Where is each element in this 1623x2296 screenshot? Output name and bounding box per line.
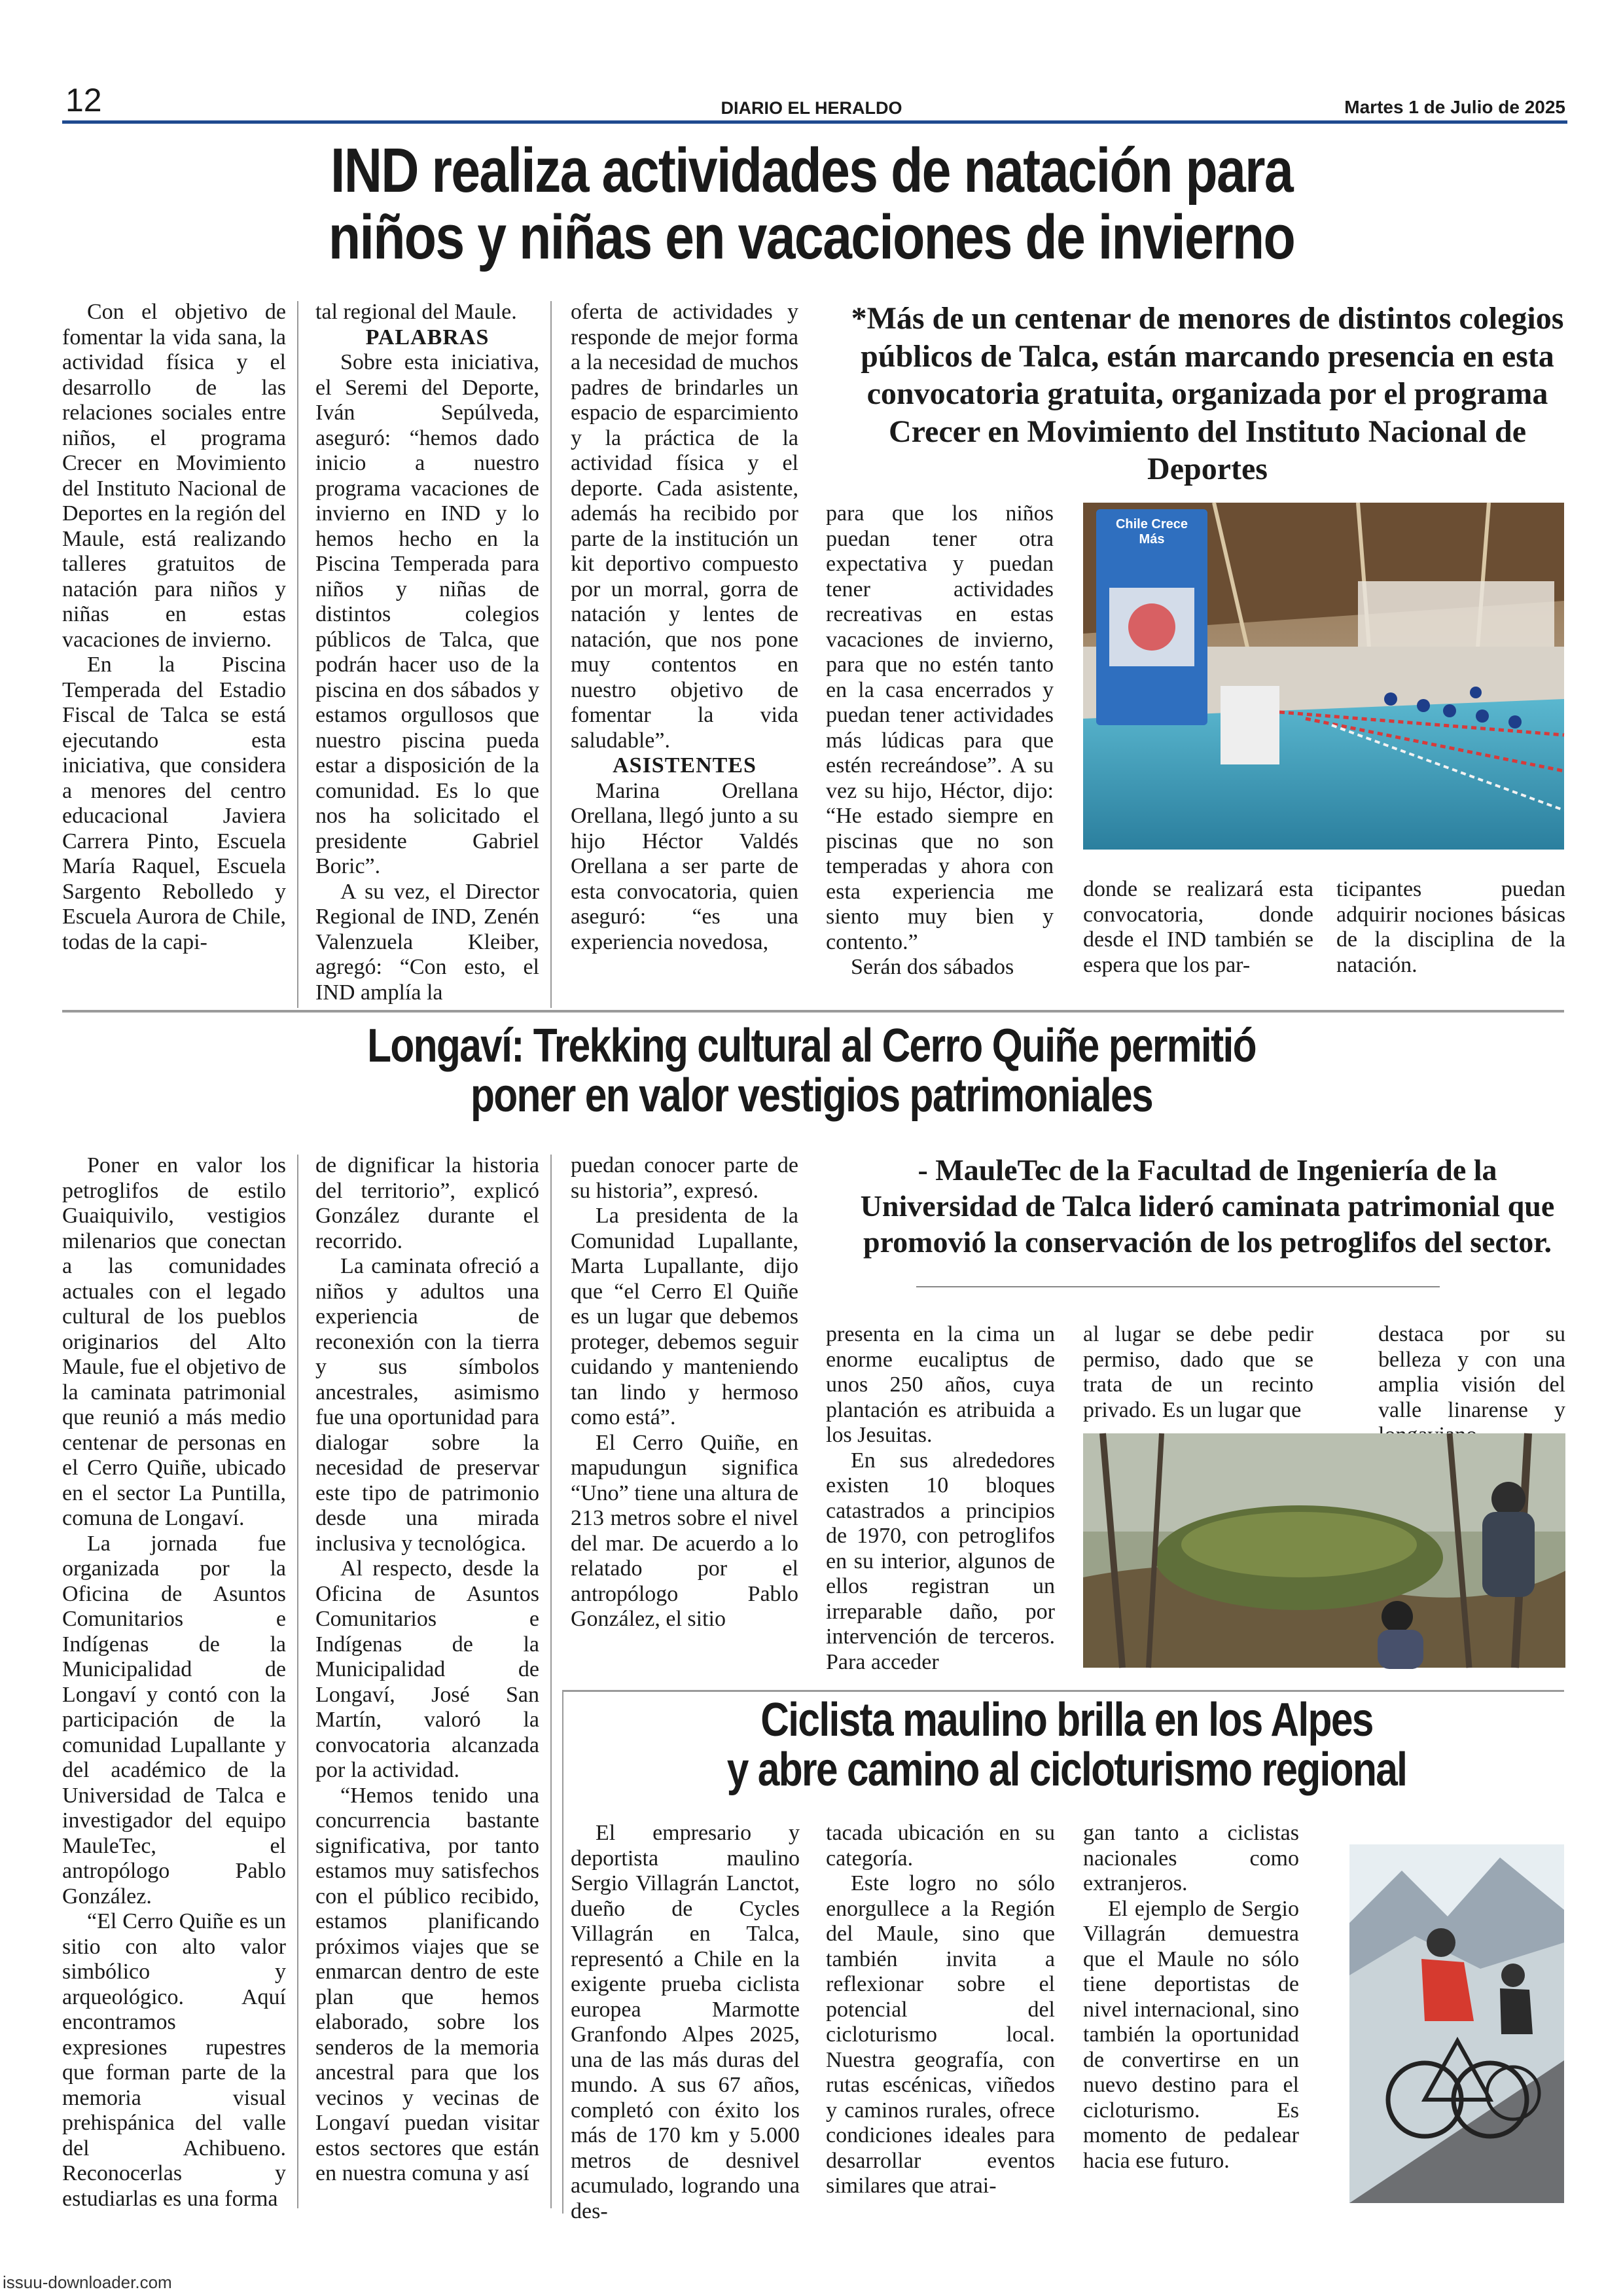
cyclist-photo-illustration [1349,1844,1564,2203]
article2-column-4 [826,1322,1055,1682]
article1-column-3 [571,300,798,1013]
article3-headline [643,1695,1490,1795]
deck-rule [916,1286,1440,1287]
paragraph-continued: ticipantes puedan adquirir nociones básicas de la disciplina de la natación. [1336,877,1565,977]
paragraph: A su vez, el Director Regional de IND, Zenén Valenzuela Kleiber, agregó: “Con esto, el IND amplía la [315,879,539,1005]
article1-column-5 [1083,877,1313,988]
subheading-palabras: PALABRAS [365,325,490,350]
article3-headline-line1: Ciclista maulino brilla en los Alpes [760,1694,1373,1746]
article2-column-1 [62,1153,286,2214]
paragraph-continued: presenta en la cima un enorme eucaliptus de unos 250 años, cuya plantación es atribuida a los Jesuitas. [826,1322,1055,1447]
cerro-quine-photo [1083,1433,1565,1668]
newspaper-name: DIARIO EL HERALDO [721,98,902,118]
article3-column-1 [571,1821,800,2223]
paragraph-continued: gan tanto a ciclistas nacionales como extranjeros. [1083,1821,1299,1895]
page-number: 12 [65,82,102,118]
article3-headline-line2: y abre camino al cicloturismo regional [726,1744,1407,1797]
article2-headline-line1: Longaví: Trekking cultural al Cerro Quiñe permitió [367,1020,1256,1072]
subheading-asistentes: ASISTENTES [613,753,757,778]
header-rule [62,120,1567,124]
watermark-url: issuu-downloader.com [3,2272,172,2292]
paragraph: El ejemplo de Sergio Villagrán demuestra que el Maule no sólo tiene deportistas de nivel internacional, sino también la oportunidad de convertirse en un nuevo destino para el cicloturismo. Es momento de pedalear hacia ese futuro. [1083,1896,1299,2173]
photo-banner-text: Chile Crece Más [1115,517,1188,547]
column-rule [297,301,298,1008]
paragraph: Sobre esta iniciativa, el Seremi del Deporte, Iván Sepúlveda, aseguró: “hemos dado inicio a nuestro programa vacaciones de invierno en IND y lo hemos hecho en la Piscina Temperada para niños y niñas de distintos colegios públicos de Talca, que podrán hacer uso de la piscina en dos sábados y estamos orgullosos que nuestro piscina pueda estar a disposición de la comunidad. Es lo que nos ha solicitado el presidente Gabriel Boric”. [315,350,539,878]
paragraph: El Cerro Quiñe, en mapudungun significa “Uno” tiene una altura de 213 metros sobre el nivel del mar. De acuerdo a lo relatado por el antropólogo Pablo González, el sitio [571,1430,798,1631]
paragraph-continued: de dignificar la historia del territorio”, explicó González durante el recorrido. [315,1153,539,1253]
article2-column-6 [1378,1322,1565,1427]
section-divider [62,1010,1564,1013]
article1-column-4 [826,501,1054,986]
paragraph: Poner en valor los petroglifos de estilo Guaiquivilo, vestigios milenarios que conectan a las comunidades actuales con el legado cultural de los pueblos originarios del Alto Maule, fue el objetivo de la caminata patrimonial que reunió a más medio centenar de personas en el Cerro Quiñe, ubicado en el sector La Puntilla, comuna de Longaví. [62,1153,286,1530]
column-rule [550,1155,552,2208]
article3-column-3 [1083,1821,1299,2214]
paragraph-continued: donde se realizará esta convocatoria, donde desde el IND también se espera que los par- [1083,877,1313,977]
article2-headline [174,1021,1450,1121]
article3-frame-left [562,1690,563,2214]
paragraph: Este logro no sólo enorgullece a la Región del Maule, sino que también invita a reflexionar sobre el potencial del cicloturismo local. Nuestra geografía, con rutas escénicas, viñedos y caminos rurales, ofrece condiciones ideales para desarrollar eventos similares que atrai- [826,1871,1055,2198]
article1-column-2 [315,300,539,1013]
article3-frame-top [562,1690,1564,1692]
article2-column-3 [571,1153,798,1683]
paragraph: En sus alrededores existen 10 bloques catastrados a principios de 1970, con petroglifos en su interior, algunos de ellos registran un irreparable daño, por intervención de terceros. Para acceder [826,1448,1055,1674]
article1-deck: *Más de un centenar de menores de distintos colegios públicos de Talca, están marcando presencia en esta convocatoria gratuita, organizada por el programa Crecer en Movimiento del Instituto Nacional de Deportes [851,301,1564,487]
pool-photo-illustration [1083,503,1564,850]
paragraph: Con el objetivo de fomentar la vida sana, la actividad física y el desarrollo de las relaciones sociales entre niños, el programa Crecer en Movimiento del Instituto Nacional de Deportes en la región del Maule, está realizando talleres gratuitos de natación para niños y niñas en estas vacaciones de invierno. [62,300,286,652]
article1-column-1 [62,300,286,1013]
paragraph: La caminata ofreció a niños y adultos una experiencia de reconexión con la tierra y sus símbolos ancestrales, asimismo fue una oportunidad para dialogar sobre la necesidad de preservar este tipo de patrimonio desde una mirada inclusiva y tecnológica. [315,1254,539,1556]
paragraph-continued: al lugar se debe pedir permiso, dado que se trata de un recinto privado. Es un lugar que [1083,1322,1313,1422]
paragraph: Marina Orellana Orellana, llegó junto a su hijo Héctor Valdés Orellana a ser parte de esta convocatoria, quien aseguró: “es una experiencia novedosa, [571,778,798,954]
paragraph-continued: tacada ubicación en su categoría. [826,1821,1055,1871]
article3-column-2 [826,1821,1055,2214]
article1-column-6 [1336,877,1565,988]
paragraph-continued: oferta de actividades y responde de mejor forma a la necesidad de muchos padres de brindarles un espacio de esparcimiento y la práctica de la actividad física y el deporte. Cada asistente, además ha recibido por parte de la institución un kit deportivo compuesto por un morral, gorra de natación y lentes de natación, que nos pone muy contentos en nuestro objetivo de fomentar la vida saludable”. [571,300,798,753]
issue-date: Martes 1 de Julio de 2025 [1344,97,1565,117]
column-rule [297,1155,298,2208]
forest-photo-illustration [1083,1433,1565,1668]
paragraph: “El Cerro Quiñe es un sitio con alto valor simbólico y arqueológico. Aquí encontramos expresiones rupestres que forman parte de la memoria visual prehispánica del valle del Achibueno. Reconocerlas y estudiarlas es una forma [62,1909,286,2211]
paragraph: La jornada fue organizada por la Oficina de Asuntos Comunitarios e Indígenas de la Municipalidad de Longaví y contó con la participación de la comunidad Lupallante y del académico de la Universidad de Talca e investigador del equipo MauleTec, el antropólogo Pablo González. [62,1531,286,1909]
column-rule [550,301,552,1008]
paragraph: En la Piscina Temperada del Estadio Fiscal de Talca se está ejecutando esta iniciativa, que considera a menores del centro educacional Javiera Carrera Pinto, Escuela María Raquel, Escuela Sargento Rebolledo y Escuela Aurora de Chile, todas de la capi- [62,653,286,954]
article1-headline-line2: niños y niñas en vacaciones de invierno [328,202,1295,272]
article2-deck: - MauleTec de la Facultad de Ingeniería de la Universidad de Talca lideró caminata patrimonial que promovió la conservación de los petroglifos del sector. [860,1153,1555,1259]
paragraph-continued: tal regional del Maule. [315,300,517,324]
article2-column-2 [315,1153,539,2214]
paragraph: Serán dos sábados [851,955,1014,979]
cyclist-photo [1349,1844,1564,2203]
article2-column-5 [1083,1322,1313,1427]
paragraph: El empresario y deportista maulino Sergio Villagrán Lanctot, dueño de Cycles Villagrán en Talca, representó a Chile en la exigente prueba ciclista europea Marmotte Granfondo Alpes 2025, una de las más duras del mundo. A sus 67 años, completó con éxito los más de 170 km y 5.000 metros de desnivel acumulado, logrando una des- [571,1821,800,2223]
swimming-pool-photo [1083,503,1564,850]
article2-headline-line2: poner en valor vestigios patrimoniales [471,1069,1152,1122]
paragraph-continued: puedan conocer parte de su historia”, expresó. [571,1153,798,1203]
paragraph: “Hemos tenido una concurrencia bastante significativa, por tanto estamos muy satisfechos con el público recibido, estamos planificando próximos viajes que se enmarcan dentro de este plan que hemos elaborado, sobre los senderos de la memoria ancestral para que los vecinos y vecinas de Longaví puedan visitar estos sectores que están en nuestra comuna y así [315,1783,539,2185]
paragraph-continued: destaca por su belleza y con una amplia visión del valle linarense y [1378,1322,1565,1422]
article1-headline-line1: IND realiza actividades de natación para [330,135,1293,206]
paragraph: Al respecto, desde la Oficina de Asuntos Comunitarios e Indígenas de la Municipalidad de Longaví, José San Martín, valoró la convocatoria alcanzada por la actividad. [315,1556,539,1782]
paragraph: La presidenta de la Comunidad Lupallante, Marta Lupallante, dijo que “el Cerro El Quiñe es un lugar que debemos proteger, debemos seguir cuidando y manteniendo tan lindo y hermoso como está”. [571,1204,798,1429]
paragraph-continued: para que los niños puedan tener otra expectativa y puedan tener actividades recreativas en estas vacaciones de invierno, para que no estén tanto en la casa encerrados y puedan tener actividades más lúdicas para que estén recreándose”. A su vez su hijo, Héctor, dijo: “He estado siempre en piscinas que no son temperadas y ahora con esta experiencia me siento muy bien y contento.” [826,501,1054,954]
article1-headline [174,137,1450,271]
